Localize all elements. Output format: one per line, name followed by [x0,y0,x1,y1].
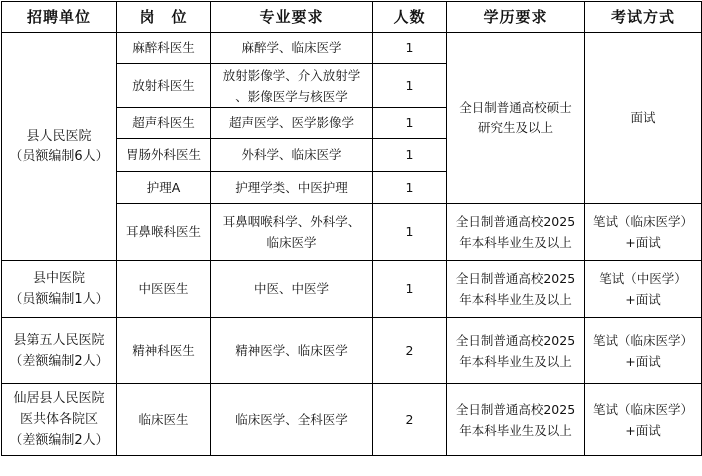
exam-line-2: +面试 [625,422,661,438]
post-cell: 超声科医生 [117,108,211,139]
count-cell: 1 [373,172,447,204]
unit-name-line-2: 医共体各院区 [19,412,98,427]
education-line-2: 年本科毕业生及以上 [459,292,572,307]
major-line-2: 临床医学 [266,235,317,250]
header-unit: 招聘单位 [2,2,117,33]
unit-quota: （差额编制2人） [9,433,109,448]
exam-cell [585,384,702,456]
header-count: 人数 [373,2,447,33]
exam-cell: 面试 [585,33,702,204]
exam-cell [585,261,702,318]
major-cell: 护理学类、中医护理 [211,172,373,204]
exam-cell [585,204,702,261]
table-row [2,318,702,384]
header-education: 学历要求 [447,2,585,33]
unit-quota: （员额编制1人） [9,292,109,307]
post-cell: 精神科医生 [117,318,211,384]
unit-name: 县中医院 [32,271,85,286]
unit-name: 仙居县人民医院 [13,391,105,406]
exam-line-2: +面试 [625,235,661,250]
major-cell: 外科学、临床医学 [211,139,373,172]
exam-line-2: +面试 [625,353,661,369]
count-cell: 1 [373,139,447,172]
count-cell: 1 [373,33,447,64]
count-cell: 2 [373,318,447,384]
header-row [2,2,702,33]
education-line-2: 年本科毕业生及以上 [459,353,572,369]
exam-cell [585,318,702,384]
education-line-1: 全日制普通高校2025 [455,401,576,417]
unit-cell [2,318,117,384]
post-cell: 中医医生 [117,261,211,318]
education-cell [447,33,585,204]
exam-line-1: 笔试（临床医学） [592,401,693,417]
header-major: 专业要求 [211,2,373,33]
count-cell: 2 [373,384,447,456]
education-line-1: 全日制普通高校2025 [455,271,576,286]
table-row [2,33,702,64]
exam-line-1: 笔试（中医学） [599,271,687,286]
post-cell: 麻醉科医生 [117,33,211,64]
education-cell [447,384,585,456]
education-line-2: 年本科毕业生及以上 [459,422,572,438]
education-line-2: 研究生及以上 [477,120,553,135]
major-cell: 中医、中医学 [211,261,373,318]
post-cell: 临床医生 [117,384,211,456]
header-exam: 考试方式 [585,2,702,33]
major-line-1: 耳鼻咽喉科学、外科学、 [222,214,361,229]
education-cell [447,318,585,384]
education-line-1: 全日制普通高校2025 [455,332,576,348]
major-cell [211,64,373,108]
unit-quota: （差额编制2人） [9,353,109,369]
unit-name: 县第五人民医院 [13,332,105,348]
header-post: 岗 位 [117,2,211,33]
major-cell: 超声医学、医学影像学 [211,108,373,139]
exam-line-1: 笔试（临床医学） [592,214,693,229]
unit-cell [2,33,117,261]
count-cell: 1 [373,64,447,108]
recruitment-table [1,1,702,456]
post-cell: 胃肠外科医生 [117,139,211,172]
education-cell [447,204,585,261]
unit-quota: （员额编制6人） [9,148,109,164]
count-cell: 1 [373,204,447,261]
education-line-2: 年本科毕业生及以上 [459,235,572,250]
education-line-1: 全日制普通高校硕士 [459,100,572,115]
major-cell: 麻醉学、临床医学 [211,33,373,64]
table-row [2,261,702,318]
education-cell [447,261,585,318]
major-cell: 临床医学、全科医学 [211,384,373,456]
unit-cell [2,384,117,456]
major-line-2: 、影像医学与核医学 [235,88,348,104]
count-cell: 1 [373,261,447,318]
major-cell [211,204,373,261]
post-cell: 放射科医生 [117,64,211,108]
unit-name: 县人民医院 [26,128,92,144]
unit-cell [2,261,117,318]
count-cell: 1 [373,108,447,139]
major-line-1: 放射影像学、介入放射学 [222,67,361,83]
education-line-1: 全日制普通高校2025 [455,214,576,229]
exam-line-1: 笔试（临床医学） [592,332,693,348]
table-row [2,384,702,456]
post-cell: 耳鼻喉科医生 [117,204,211,261]
major-cell: 精神医学、临床医学 [211,318,373,384]
post-cell: 护理A [117,172,211,204]
exam-line-2: +面试 [625,292,661,307]
